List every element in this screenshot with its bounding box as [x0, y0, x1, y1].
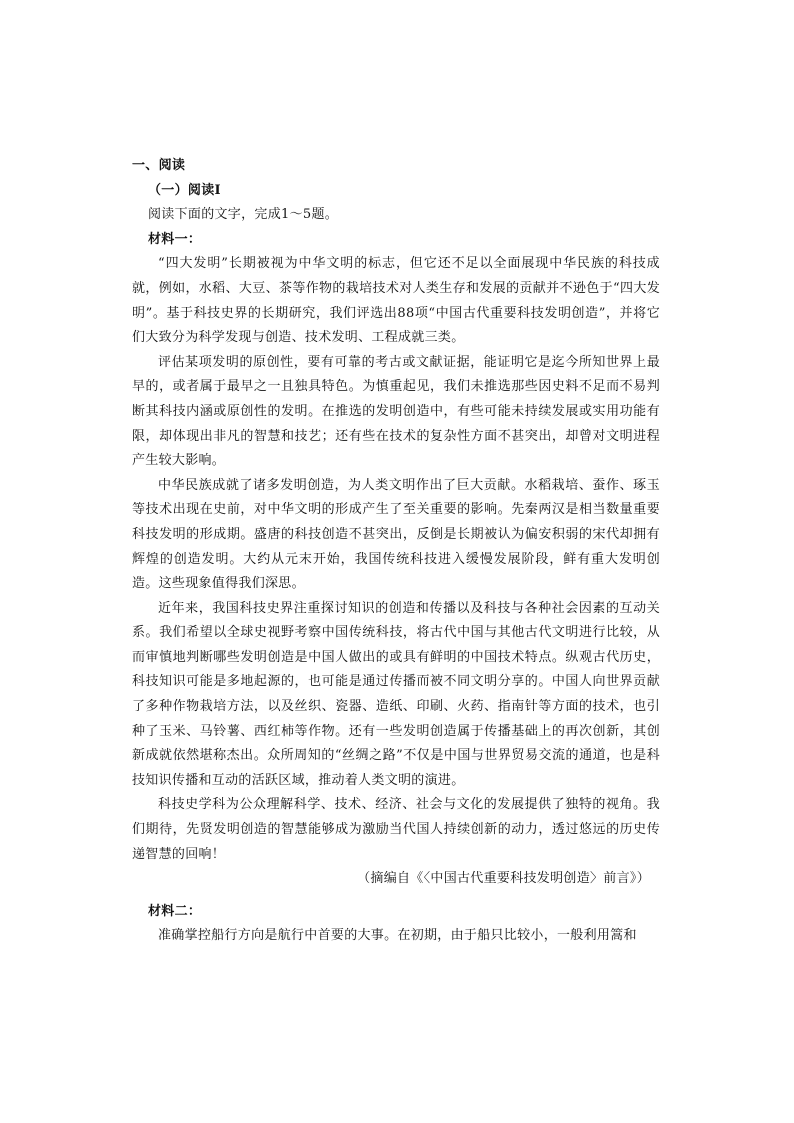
- material-1-label: 材料一：: [148, 231, 202, 247]
- material-1-paragraph: 评估某项发明的原创性，要有可靠的考古或文献证据，能证明它是迄今所知世界上最早的，或者属于最早之一且独具特色。为慎重起见，我们未推选那些因史料不足而不易判断其科技内涵或原创性的发明。在推选的发明创造中，有些可能未持续发展或实用功能有限，却体现出非凡的智慧和技艺；还有些在技术的复杂性方面不甚突出，却曾对文明进程产生较大影响。: [132, 354, 660, 469]
- reading-content: [132, 154, 660, 949]
- material-2-label: 材料二：: [148, 903, 202, 919]
- material-1-source: （摘编自《〈中国古代重要科技发明创造〉前言》）: [357, 871, 650, 887]
- material-1-paragraph: “四大发明”长期被视为中华文明的标志，但它还不足以全面展现中华民族的科技成就，例如，水稻、大豆、茶等作物的栽培技术对人类生存和发展的贡献并不逊色于“四大发明”。基于科技史界的长期研究，我们评选出88项“中国古代重要科技发明创造”，并将它们大致分为科学发现与创造、技术发明、工程成就三类。: [132, 256, 660, 346]
- material-1-paragraph: 近年来，我国科技史界注重探讨知识的创造和传播以及科技与各种社会因素的互动关系。我们希望以全球史视野考察中国传统科技，将古代中国与其他古代文明进行比较，从而审慎地判断哪些发明创造是中国人做出的或具有鲜明的中国技术特点。纵观古代历史，科技知识可能是多地起源的，也可能是通过传播而被不同文明分享的。中国人向世界贡献了多种作物栽培方法，以及丝织、瓷器、造纸、印刷、火药、指南针等方面的技术，也引种了玉米、马铃薯、西红柿等作物。还有一些发明创造属于传播基础上的再次创新，其创新成就依然堪称杰出。众所周知的“丝绸之路”不仅是中国与世界贸易交流的通道，也是科技知识传播和互动的活跃区域，推动着人类文明的演进。: [132, 600, 660, 788]
- material-1-paragraph: 科技史学科为公众理解科学、技术、经济、社会与文化的发展提供了独特的视角。我们期待，先贤发明创造的智慧能够成为激励当代国人持续创新的动力，透过悠远的历史传递智慧的回响！: [132, 797, 660, 862]
- section-title: 一、阅读: [132, 158, 186, 173]
- instruction: 阅读下面的文字，完成1～5题。: [148, 207, 339, 223]
- material-1-paragraph: 中华民族成就了诸多发明创造，为人类文明作出了巨大贡献。水稻栽培、蚕作、琢玉等技术出现在史前，对中华文明的形成产生了至关重要的影响。先秦两汉是相当数量重要科技发明的形成期。盛唐的科技创造不甚突出，反倒是长期被认为偏安积弱的宋代却拥有辉煌的创造发明。大约从元末开始，我国传统科技进入缓慢发展阶段，鲜有重大发明创造。这些现象值得我们深思。: [132, 477, 660, 592]
- sub-section-title: （一）阅读Ⅰ: [148, 182, 221, 198]
- material-2-paragraph: 准确掌控船行方向是航行中首要的大事。在初期，由于船只比较小，一般利用篙和: [158, 928, 637, 944]
- spacer: [132, 892, 660, 900]
